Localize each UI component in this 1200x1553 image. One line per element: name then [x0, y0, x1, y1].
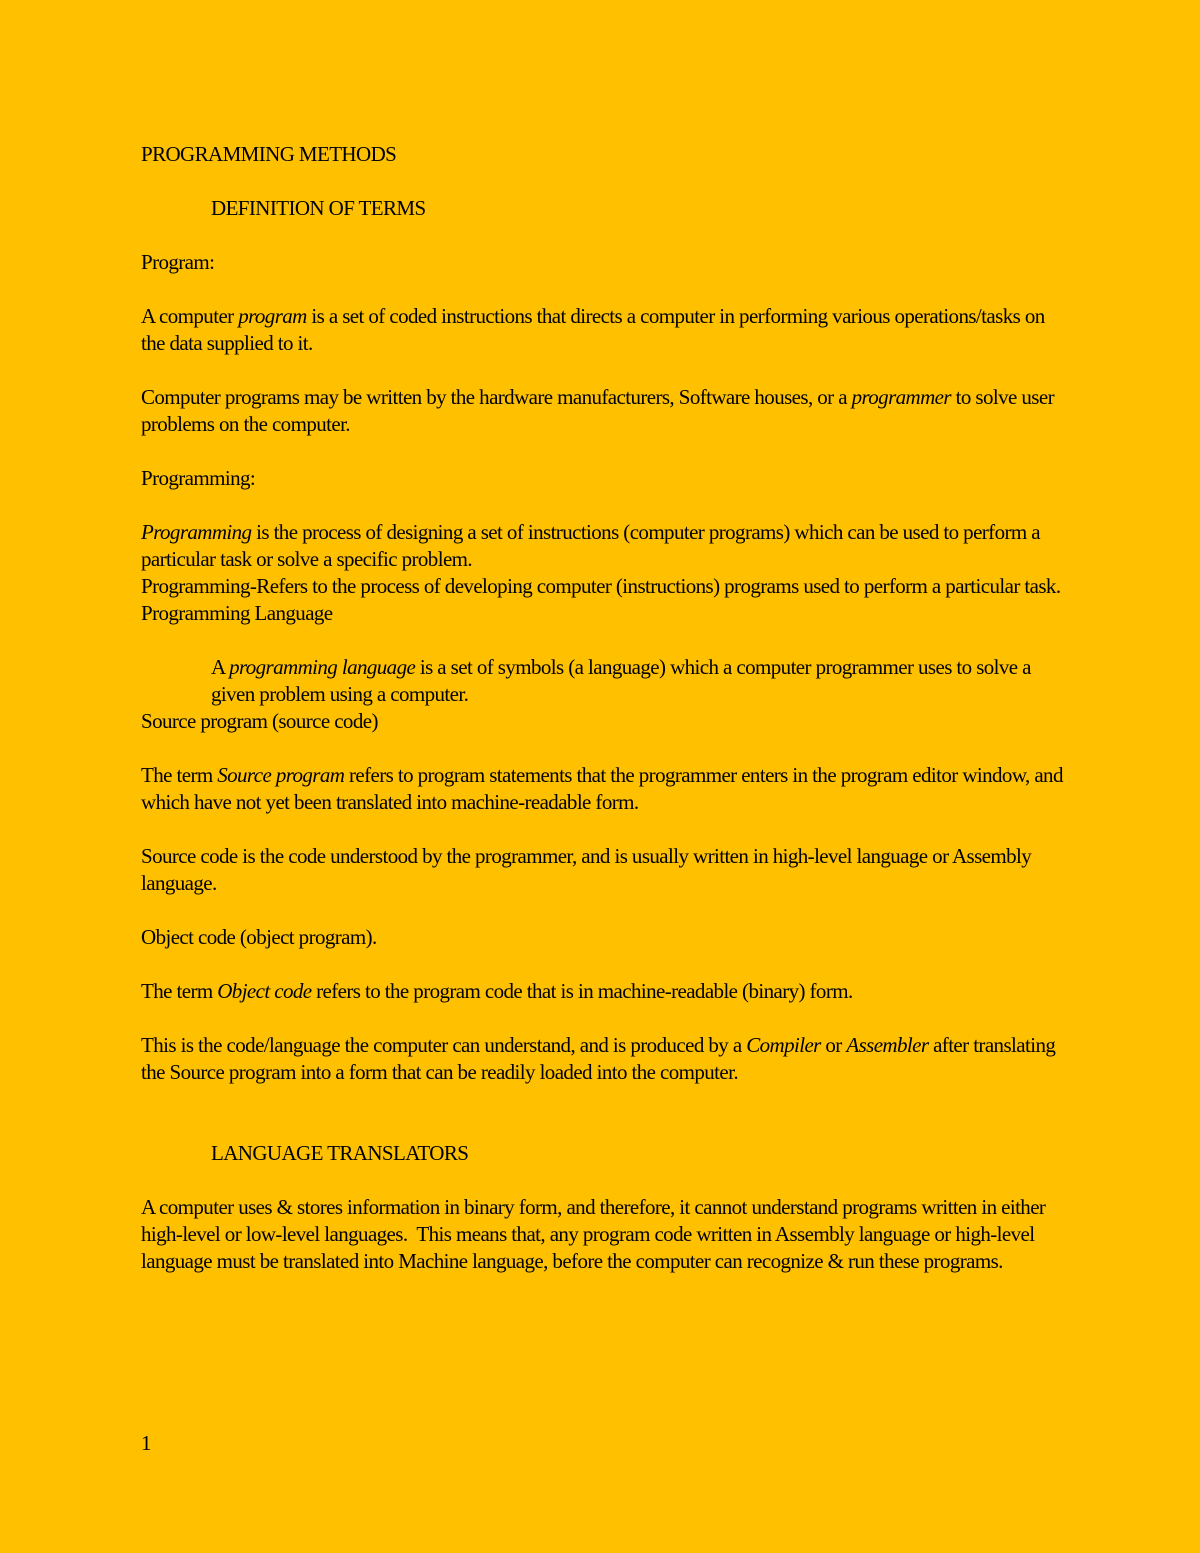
section-heading-language-translators: LANGUAGE TRANSLATORS — [211, 1141, 469, 1165]
emphasis-object-code: Object code — [217, 979, 312, 1003]
source-program-paragraph: The term Source program refers to program statements that the programmer enters in the program editor window, and which have not yet been translated into machine-readable form. — [141, 763, 1063, 814]
section-heading-definitions: DEFINITION OF TERMS — [211, 196, 426, 220]
emphasis-assembler: Assembler — [846, 1033, 929, 1057]
term-heading-source-program: Source program (source code) — [141, 709, 378, 733]
source-code-paragraph: Source code is the code understood by the programmer, and is usually written in high-level language or Assembly language. — [141, 844, 1032, 895]
programming-definition-paragraph: Programming is the process of designing a set of instructions (computer programs) which can be used to perform a particular task or solve a specific problem. — [141, 520, 1040, 571]
program-definition-paragraph: A computer program is a set of coded instructions that directs a computer in performing various operations/tasks on the data supplied to it. — [141, 304, 1045, 355]
page-number: 1 — [141, 1431, 151, 1455]
term-heading-programming: Programming: — [141, 466, 256, 490]
term-heading-object-code: Object code (object program). — [141, 925, 377, 949]
object-code-explanation-paragraph: This is the code/language the computer can understand, and is produced by a Compiler or Assembler after translating the Source program into a form that can be readily loaded into the computer. — [141, 1033, 1056, 1084]
programming-refers-paragraph: Programming-Refers to the process of developing computer (instructions) programs used to perform a particular task. — [141, 574, 1061, 598]
emphasis-programming-language: programming language — [229, 655, 416, 679]
emphasis-programming: Programming — [141, 520, 252, 544]
document-title: PROGRAMMING METHODS — [141, 142, 397, 166]
object-code-paragraph: The term Object code refers to the program code that is in machine-readable (binary) form. — [141, 979, 853, 1003]
emphasis-compiler: Compiler — [746, 1033, 821, 1057]
term-heading-programming-language: Programming Language — [141, 601, 333, 625]
emphasis-program: program — [238, 304, 307, 328]
emphasis-source-program: Source program — [217, 763, 345, 787]
program-authors-paragraph: Computer programs may be written by the hardware manufacturers, Software houses, or a programmer to solve user problems on the computer. — [141, 385, 1054, 436]
term-heading-program: Program: — [141, 250, 215, 274]
programming-language-paragraph: A programming language is a set of symbols (a language) which a computer programmer uses to solve a given problem using a computer. — [211, 655, 1031, 706]
document-page — [141, 141, 1071, 1275]
emphasis-programmer: programmer — [851, 385, 951, 409]
language-translators-paragraph: A computer uses & stores information in binary form, and therefore, it cannot understand programs written in either high-level or low-level languages. This means that, any program code written in Assembly language or high-level language must be translated into Machine language, before the computer can recognize & run these programs. — [141, 1195, 1050, 1273]
